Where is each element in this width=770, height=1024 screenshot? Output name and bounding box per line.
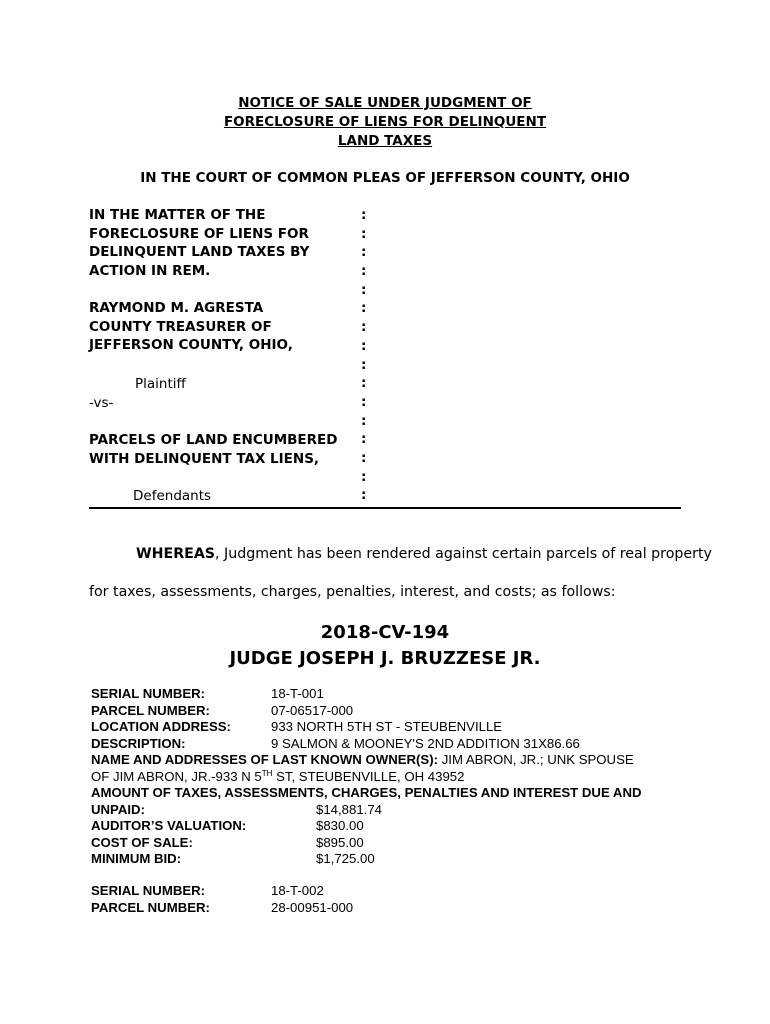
minimum-bid-value: $1,725.00 (316, 851, 375, 866)
whereas-line-1-text: , Judgment has been rendered against certain parcels of real property (215, 546, 712, 562)
serial-number-value: 18-T-002 (271, 883, 324, 898)
caption-colon: : (361, 375, 367, 391)
caption-matter-line: ACTION IN REM. (89, 263, 211, 280)
notice-title-line-1: NOTICE OF SALE UNDER JUDGMENT OF (238, 95, 532, 111)
cost-of-sale-value: $895.00 (316, 835, 364, 850)
caption-matter (89, 206, 309, 281)
owners-value-2a: OF JIM ABRON, JR.-933 N 5 (91, 769, 262, 784)
auditor-valuation-label: AUDITOR’S VALUATION: (91, 818, 247, 833)
whereas-lead: WHEREAS (136, 546, 216, 562)
parcel-number-value: 07-06517-000 (271, 703, 354, 718)
caption-colon: : (361, 319, 367, 335)
caption-plaintiff-line: RAYMOND M. AGRESTA (89, 300, 264, 316)
owners-value-2-superscript: TH (261, 769, 273, 778)
caption-colon: : (361, 357, 367, 373)
caption-matter-line: DELINQUENT LAND TAXES BY (89, 244, 310, 261)
serial-number-value: 18-T-001 (271, 686, 324, 701)
owners-line-1 (91, 752, 634, 767)
case-number: 2018-CV-194 (320, 622, 450, 643)
description-value: 9 SALMON & MOONEY'S 2ND ADDITION 31X86.66 (271, 736, 580, 751)
caption-colon: : (361, 263, 367, 279)
caption-defendant-name (89, 431, 337, 468)
cost-of-sale-label: COST OF SALE: (91, 835, 193, 850)
caption-colon: : (361, 431, 367, 447)
caption-defendant-line: PARCELS OF LAND ENCUMBERED (89, 432, 338, 448)
notice-title-line-2: FORECLOSURE OF LIENS FOR DELINQUENT (223, 114, 547, 130)
caption-plaintiff-name (89, 299, 293, 355)
caption-plaintiff-line: COUNTY TREASURER OF (89, 318, 272, 335)
serial-number-label: SERIAL NUMBER: (91, 686, 206, 701)
parcel-number-label: PARCEL NUMBER: (91, 703, 210, 718)
caption-colon: : (361, 282, 367, 298)
owners-value-1: JIM ABRON, JR.; UNK SPOUSE (441, 752, 634, 767)
court-heading: IN THE COURT OF COMMON PLEAS OF JEFFERSON COUNTY, OHIO (140, 170, 630, 186)
caption-defendant-line: WITH DELINQUENT TAX LIENS, (89, 450, 320, 467)
judge-name: JUDGE JOSEPH J. BRUZZESE JR. (229, 648, 541, 669)
caption-plaintiff-role: Plaintiff (135, 376, 186, 392)
caption-colon: : (361, 244, 367, 260)
location-address-value: 933 NORTH 5TH ST - STEUBENVILLE (271, 719, 503, 734)
auditor-valuation-value: $830.00 (316, 818, 364, 833)
owners-label: NAME AND ADDRESSES OF LAST KNOWN OWNER(S): (91, 752, 439, 767)
caption-colon: : (361, 207, 367, 223)
notice-title-line-3: LAND TAXES (337, 133, 433, 149)
owners-line-2 (91, 769, 464, 784)
caption-colon: : (361, 394, 367, 410)
serial-number-label: SERIAL NUMBER: (91, 883, 206, 898)
location-address-label: LOCATION ADDRESS: (91, 719, 231, 734)
caption-colon: : (361, 338, 367, 354)
owners-value-2b: ST, STEUBENVILLE, OH 43952 (272, 769, 465, 784)
caption-colon: : (361, 413, 367, 429)
description-label: DESCRIPTION: (91, 736, 186, 751)
caption-divider (89, 507, 681, 509)
caption-matter-line: FORECLOSURE OF LIENS FOR (89, 225, 309, 242)
caption-colon: : (361, 226, 367, 242)
caption-defendant-role: Defendants (133, 488, 212, 504)
amount-label-line-1: AMOUNT OF TAXES, ASSESSMENTS, CHARGES, PENALTIES AND INTEREST DUE AND (91, 785, 642, 800)
amount-due-value: $14,881.74 (316, 802, 383, 817)
parcel-number-label: PARCEL NUMBER: (91, 900, 210, 915)
caption-colon: : (361, 450, 367, 466)
caption-colon: : (361, 300, 367, 316)
parcel-number-value: 28-00951-000 (271, 900, 354, 915)
whereas-line-1 (136, 546, 712, 562)
minimum-bid-label: MINIMUM BID: (91, 851, 182, 866)
amount-label-line-2: UNPAID: (91, 802, 145, 817)
caption-colon: : (361, 487, 367, 503)
caption-plaintiff-line: JEFFERSON COUNTY, OHIO, (89, 337, 293, 354)
caption-matter-line: IN THE MATTER OF THE (89, 207, 266, 223)
caption-colon: : (361, 469, 367, 485)
whereas-line-2: for taxes, assessments, charges, penalties, interest, and costs; as follows: (89, 584, 616, 600)
caption-versus: -vs- (89, 395, 114, 411)
